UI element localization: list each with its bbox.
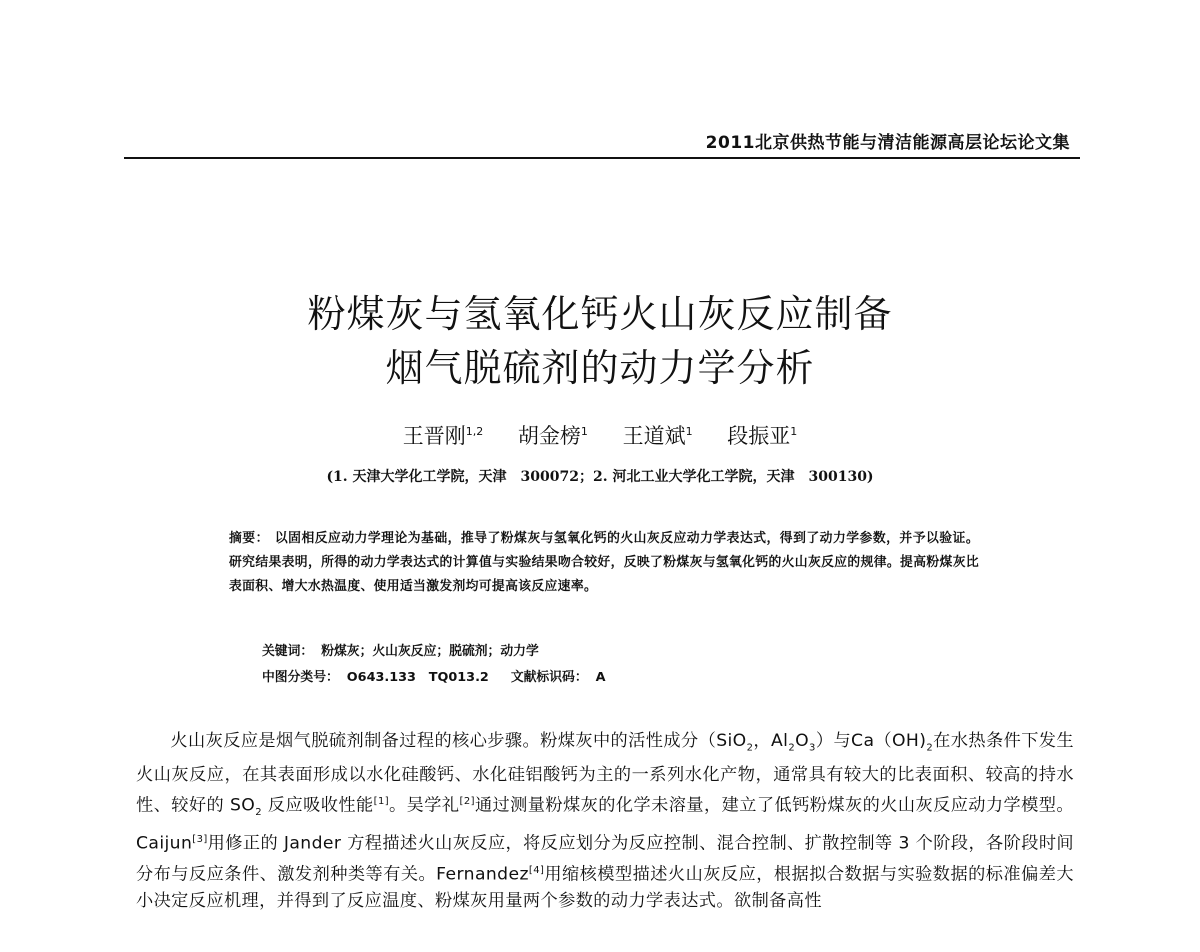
author-name: 王晋刚 (402, 424, 466, 448)
subscript: 2 (746, 742, 754, 754)
body-text: 在水热条件下发生火山灰反应，在其表面形成以水化硅酸钙、水化硅铝酸钙为主的一系列水化产物，通常具有较大的比表面积、较高的持水性、较好的 SO (136, 731, 1074, 816)
keywords-label: 关键词： (262, 644, 314, 659)
clc-label: 中图分类号： (262, 670, 339, 685)
citation-ref: [1] (373, 796, 390, 808)
citation-ref: [4] (528, 864, 545, 876)
body-text: 用缩核模型描述火山灰反应，根据拟合数据与实验数据的标准偏差大小决定反应机理，并得到了反应温度、粉煤灰用量两个参数的动力学表达式。欲制备高性 (136, 864, 1074, 912)
citation-ref: [3] (192, 834, 208, 845)
doc-code-value: A (595, 670, 606, 685)
clc-value: O643.133 TQ013.2 (346, 670, 489, 685)
running-header: 2011北京供热节能与清洁能源高层论坛论文集 (705, 133, 1070, 153)
author-affil-mark: 1 (580, 425, 588, 438)
keywords-text: 粉煤灰；火山灰反应；脱硫剂；动力学 (321, 644, 539, 659)
citation-ref: [2] (459, 796, 475, 808)
body-text: 用修正的 Jander 方程描述火山灰反应，将反应划分为反应控制、混合控制、扩散控制等 3 个阶段，各阶段时间分布与反应条件、激发剂种类等有关。Fernandez (136, 833, 1074, 885)
abstract-text: 以固相反应动力学理论为基础，推导了粉煤灰与氢氧化钙的火山灰反应动力学表达式，得到了动力学参数，并予以验证。研究结果表明，所得的动力学表达式的计算值与实验结果吻合较好，反映了粉煤灰与氢氧化钙的火山灰反应的规律。提高粉煤灰比表面积、增大水热温度、使用适当激发剂均可提高该反应速率。 (229, 531, 979, 594)
body-text: ）与Ca（OH) (815, 731, 927, 751)
paper-title-line-1: 粉煤灰与氢氧化钙火山灰反应制备 (307, 292, 893, 336)
abstract-label: 摘要： (229, 531, 269, 546)
body-text: 通过测量粉煤灰的化学未溶量，建立了低钙粉煤灰的火山灰反应动力学模型。Caijun (136, 795, 1074, 854)
abstract (229, 527, 979, 599)
classification (262, 666, 606, 685)
header-rule (124, 157, 1080, 159)
affiliations: (1. 天津大学化工学院，天津 300072；2. 河北工业大学化工学院，天津 300130) (326, 469, 874, 485)
author-affil-mark: 1,2 (465, 425, 484, 438)
author-affil-mark: 1 (790, 425, 798, 438)
author-affil-mark: 1 (685, 425, 693, 438)
subscript: 3 (809, 742, 816, 754)
author-name: 段振亚 (727, 424, 791, 448)
subscript: 2 (926, 742, 934, 754)
subscript: 2 (255, 807, 263, 819)
author (727, 424, 797, 448)
body-text: O (795, 731, 810, 751)
keywords (262, 640, 539, 659)
body-text: 火山灰反应是烟气脱硫剂制备过程的核心步骤。粉煤灰中的活性成分（SiO (170, 731, 747, 751)
body-paragraph (136, 728, 1074, 915)
author (518, 424, 588, 448)
author (623, 424, 693, 448)
body-text: 。吴学礼 (389, 795, 460, 816)
author-name: 王道斌 (622, 424, 686, 448)
subscript: 2 (788, 742, 796, 754)
author-list (0, 420, 1200, 450)
body-text: 反应吸收性能 (262, 795, 374, 816)
body-text: ，Al (753, 731, 789, 751)
author-name: 胡金榜 (517, 424, 581, 448)
paper-title-line-2: 烟气脱硫剂的动力学分析 (385, 346, 815, 390)
author (403, 424, 484, 448)
doc-code-label: 文献标识码： (510, 670, 588, 685)
